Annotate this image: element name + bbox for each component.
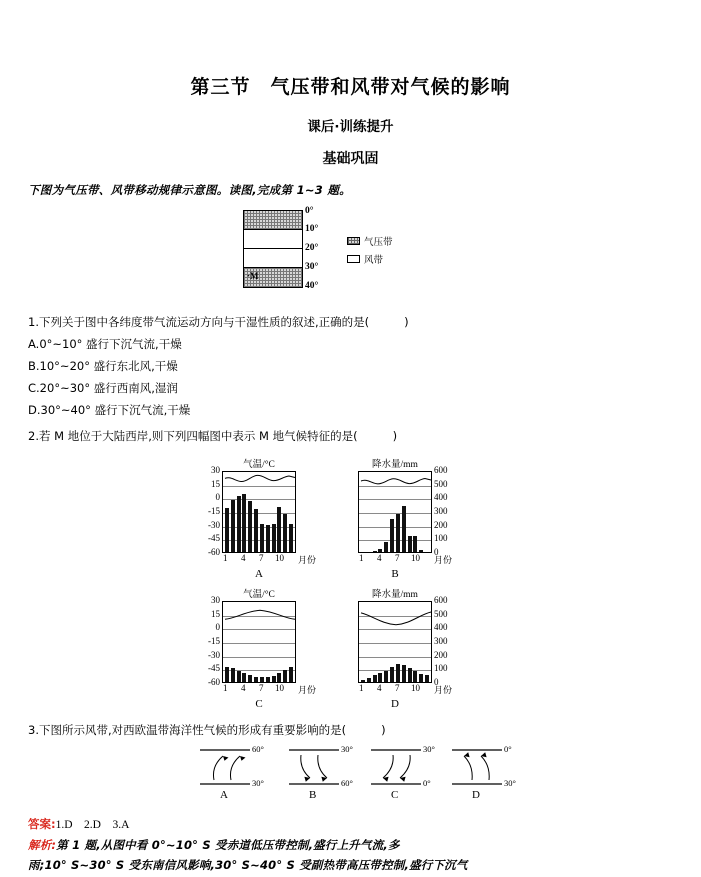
explanation-line-2: 雨;10° S~30° S 受东南信风影响,30° S~40° S 受副热带高压带控制,盛行下沉气 — [28, 858, 468, 872]
wind-b-letter: B — [309, 789, 317, 801]
chart-c-title: 气温/°C — [243, 590, 275, 600]
chart-a-xaxis: 1 4 7 10 月份 — [223, 553, 317, 566]
latitude-axis — [305, 208, 345, 290]
wind-belt-diagrams — [0, 744, 701, 806]
lat-tick-30: 30° — [305, 262, 319, 272]
chart-c-xaxis: 1 4 7 10 月份 — [223, 683, 317, 696]
wind-c-letter: C — [391, 789, 399, 801]
answer-label: 答案: — [28, 817, 56, 831]
chart-d-title: 降水量/mm — [372, 590, 418, 600]
wind-b-bottom-lat: 60° — [341, 778, 353, 788]
wind-diagram-d[interactable] — [450, 744, 542, 801]
q1-number: 1. — [28, 315, 39, 329]
belt-column — [243, 210, 303, 288]
chart-d-letter: D — [391, 698, 399, 710]
legend-label-wind-belt: 风带 — [364, 255, 384, 266]
answer-value: 1.D 2.D 3.A — [55, 819, 130, 831]
band-subtropical-pressure — [244, 268, 302, 287]
q2-close: ) — [392, 429, 398, 443]
wind-d-top-lat: 0° — [504, 744, 512, 754]
belts-figure — [0, 208, 701, 306]
question-1-option-b[interactable]: B.10°~20° 盛行东北风,干燥 — [28, 359, 178, 373]
point-m-label: ·M — [247, 271, 259, 281]
chart-a-bars — [224, 472, 294, 552]
q3-close: ) — [381, 723, 386, 737]
q2-text: 若 M 地位于大陆西岸,则下列四幅图中表示 M 地气候特征的是( — [38, 429, 358, 443]
wind-a-letter: A — [220, 789, 228, 801]
wind-diagram-a[interactable] — [198, 744, 290, 801]
chart-b-yticks: 600 500 400 300 200 100 0 — [434, 465, 448, 557]
chart-d-yticks: 600 500 400 300 200 100 0 — [434, 595, 448, 687]
chart-b-xlabel: 月份 — [434, 556, 453, 566]
chart-d-bars — [360, 602, 430, 682]
lat-tick-20: 20° — [305, 243, 319, 253]
q3-number: 3. — [28, 723, 39, 737]
chart-a-letter: A — [255, 568, 263, 580]
explanation-text-1: 第 1 题,从图中看 0°~10° S 受赤道低压带控制,盛行上升气流,多 — [56, 838, 400, 852]
q1-close: ) — [404, 315, 409, 329]
climate-charts — [0, 452, 701, 714]
intro-text: 下图为气压带、风带移动规律示意图。读图,完成第 1~3 题。 — [28, 183, 352, 197]
q3-text: 下图所示风带,对西欧温带海洋性气候的形成有重要影响的是( — [38, 723, 347, 737]
legend-item-pressure-belt — [347, 234, 393, 248]
wind-a-top-lat: 60° — [252, 744, 264, 754]
chart-a-yticks: 30 15 0 -15 -30 -45 -60 — [208, 465, 220, 557]
q1-blank — [369, 315, 404, 329]
chart-c-plot — [222, 601, 296, 683]
q3-blank — [346, 723, 381, 737]
wind-a-bottom-lat: 30° — [252, 778, 264, 788]
wind-belt-swatch-icon — [347, 255, 360, 263]
question-1-option-c[interactable]: C.20°~30° 盛行西南风,湿润 — [28, 381, 178, 395]
chart-a-xlabel: 月份 — [298, 556, 317, 566]
climate-chart-b — [358, 456, 453, 580]
band-equatorial-pressure — [244, 211, 302, 230]
pressure-belt-swatch-icon — [347, 237, 360, 245]
q2-blank — [358, 429, 393, 443]
wind-c-top-lat: 30° — [423, 744, 435, 754]
chart-c-letter: C — [255, 698, 263, 710]
explanation-line-1 — [28, 835, 673, 855]
chart-b-plot — [358, 471, 432, 553]
wind-diagram-b[interactable] — [287, 744, 379, 801]
page-title: 第三节 气压带和风带对气候的影响 — [190, 76, 511, 98]
band-wind-10-20 — [244, 230, 302, 249]
question-1-option-a[interactable]: A.0°~10° 盛行下沉气流,干燥 — [28, 337, 182, 351]
climate-chart-a — [208, 456, 317, 580]
chart-d-xaxis: 1 4 7 10 月份 — [359, 683, 453, 696]
chart-d-plot — [358, 601, 432, 683]
explanation-label: 解析: — [28, 838, 57, 852]
legend-item-wind-belt — [347, 252, 393, 266]
chart-d-xlabel: 月份 — [434, 686, 453, 696]
belts-diagram — [243, 210, 303, 288]
chart-c-yticks: 30 15 0 -15 -30 -45 -60 — [208, 595, 220, 687]
belts-legend — [347, 234, 393, 270]
answer-section — [0, 814, 701, 875]
climate-chart-c — [208, 586, 317, 710]
lat-tick-0: 0° — [305, 206, 314, 216]
page-subtitle: 课后·训练提升 — [307, 119, 394, 135]
chart-a-title: 气温/°C — [243, 460, 275, 470]
wind-d-letter: D — [472, 789, 480, 801]
lat-tick-10: 10° — [305, 224, 319, 234]
question-3-stem — [0, 720, 701, 740]
wind-diagram-c[interactable] — [369, 744, 461, 801]
wind-b-top-lat: 30° — [341, 744, 353, 754]
climate-chart-d — [358, 586, 453, 710]
chart-c-bars — [224, 602, 294, 682]
question-1-stem — [0, 312, 701, 332]
question-2-stem — [0, 426, 701, 446]
chart-b-letter: B — [391, 568, 399, 580]
q1-text: 下列关于图中各纬度带气流运动方向与干湿性质的叙述,正确的是( — [38, 315, 370, 329]
chart-b-xaxis: 1 4 7 10 月份 — [359, 553, 453, 566]
wind-d-bottom-lat: 30° — [504, 778, 516, 788]
chart-c-xlabel: 月份 — [298, 686, 317, 696]
wind-c-bottom-lat: 0° — [423, 778, 431, 788]
lat-tick-40: 40° — [305, 281, 319, 291]
chart-b-title: 降水量/mm — [372, 460, 418, 470]
legend-label-pressure-belt: 气压带 — [364, 237, 393, 248]
chart-a-plot — [222, 471, 296, 553]
question-1-option-d[interactable]: D.30°~40° 盛行下沉气流,干燥 — [28, 403, 191, 417]
answer-line — [28, 814, 673, 835]
q2-number: 2. — [28, 429, 39, 443]
chart-b-bars — [360, 472, 430, 552]
section-title: 基础巩固 — [322, 151, 379, 167]
band-wind-20-30 — [244, 249, 302, 268]
